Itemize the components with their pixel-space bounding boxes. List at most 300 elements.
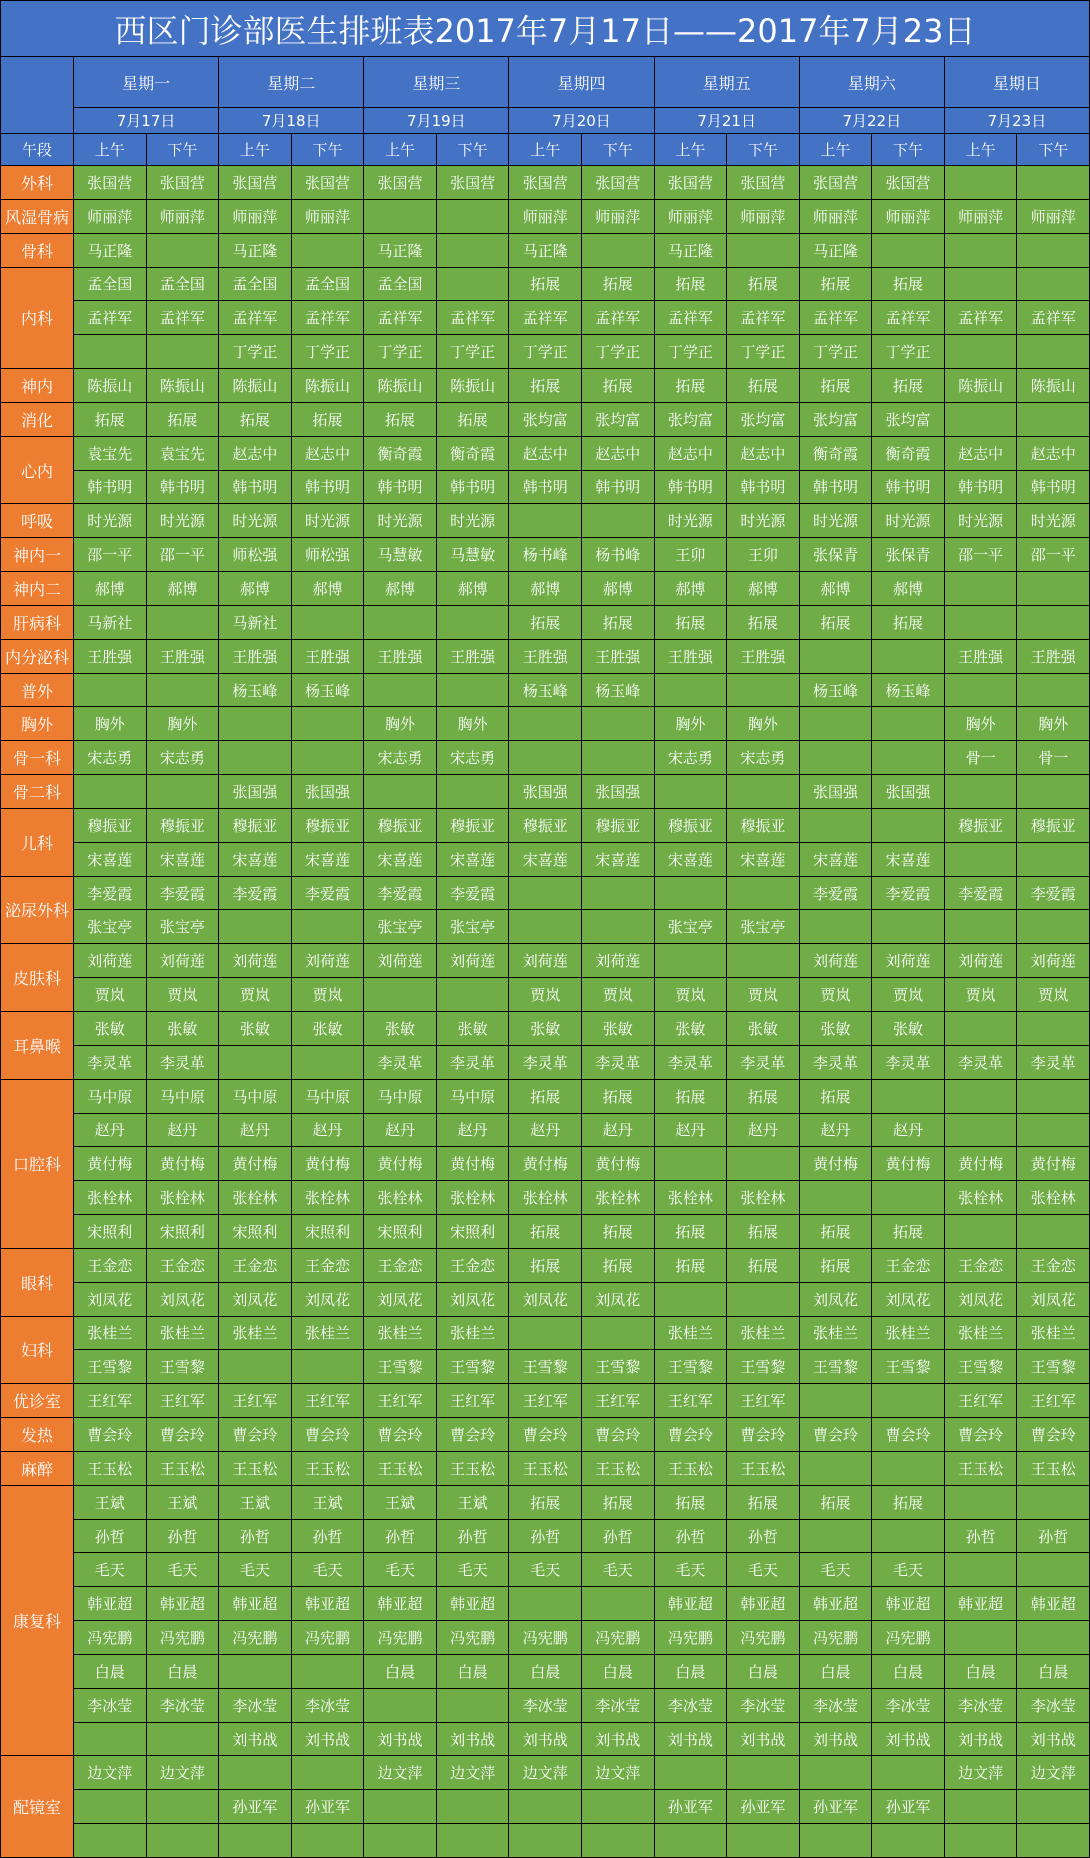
schedule-cell[interactable]: 杨玉峰 <box>872 674 945 708</box>
schedule-cell[interactable]: 曹会玲 <box>800 1418 873 1452</box>
schedule-cell[interactable]: 郝博 <box>364 572 437 606</box>
schedule-cell[interactable]: 王雪黎 <box>800 1350 873 1384</box>
schedule-cell[interactable]: 韩书明 <box>1017 471 1090 505</box>
schedule-cell[interactable]: 拓展 <box>727 268 800 302</box>
schedule-cell[interactable]: 张国营 <box>582 166 655 200</box>
schedule-cell[interactable]: 孙哲 <box>364 1520 437 1554</box>
schedule-cell[interactable] <box>655 877 728 911</box>
schedule-cell[interactable]: 韩亚超 <box>872 1587 945 1621</box>
schedule-cell[interactable] <box>509 877 582 911</box>
schedule-cell[interactable] <box>582 741 655 775</box>
schedule-cell[interactable]: 张敏 <box>437 1012 510 1046</box>
schedule-cell[interactable] <box>1017 674 1090 708</box>
schedule-cell[interactable]: 李爱霞 <box>945 877 1018 911</box>
schedule-cell[interactable] <box>872 1452 945 1486</box>
schedule-cell[interactable]: 胸外 <box>655 707 728 741</box>
schedule-cell[interactable]: 刘凤花 <box>74 1283 147 1317</box>
schedule-cell[interactable] <box>945 572 1018 606</box>
schedule-cell[interactable]: 张桂兰 <box>219 1317 292 1351</box>
schedule-cell[interactable]: 王金恋 <box>74 1249 147 1283</box>
schedule-cell[interactable]: 韩亚超 <box>655 1587 728 1621</box>
schedule-cell[interactable]: 冯宪鹏 <box>292 1621 365 1655</box>
schedule-cell[interactable]: 张国强 <box>219 775 292 809</box>
schedule-cell[interactable]: 马正隆 <box>219 234 292 268</box>
schedule-cell[interactable]: 孟祥军 <box>727 301 800 335</box>
schedule-cell[interactable]: 拓展 <box>800 1080 873 1114</box>
schedule-cell[interactable]: 孟祥军 <box>292 301 365 335</box>
schedule-cell[interactable]: 拓展 <box>509 268 582 302</box>
schedule-cell[interactable]: 李爱霞 <box>147 877 220 911</box>
schedule-cell[interactable] <box>727 1147 800 1181</box>
schedule-cell[interactable]: 袁宝先 <box>74 437 147 471</box>
schedule-cell[interactable] <box>872 1756 945 1790</box>
schedule-cell[interactable]: 丁学正 <box>219 335 292 369</box>
schedule-cell[interactable] <box>219 741 292 775</box>
schedule-cell[interactable]: 李灵革 <box>945 1046 1018 1080</box>
schedule-cell[interactable] <box>945 403 1018 437</box>
schedule-cell[interactable]: 王雪黎 <box>582 1350 655 1384</box>
schedule-cell[interactable] <box>582 504 655 538</box>
schedule-cell[interactable]: 拓展 <box>292 403 365 437</box>
schedule-cell[interactable]: 黄付梅 <box>147 1147 220 1181</box>
schedule-cell[interactable]: 孟全国 <box>219 268 292 302</box>
schedule-cell[interactable]: 王金恋 <box>219 1249 292 1283</box>
schedule-cell[interactable]: 赵志中 <box>509 437 582 471</box>
schedule-cell[interactable]: 赵丹 <box>509 1114 582 1148</box>
schedule-cell[interactable]: 刘凤花 <box>872 1283 945 1317</box>
schedule-cell[interactable] <box>437 1689 510 1723</box>
schedule-cell[interactable]: 王胜强 <box>945 640 1018 674</box>
schedule-cell[interactable]: 马正隆 <box>74 234 147 268</box>
schedule-cell[interactable]: 张国营 <box>292 166 365 200</box>
schedule-cell[interactable]: 拓展 <box>800 1215 873 1249</box>
schedule-cell[interactable]: 冯宪鹏 <box>437 1621 510 1655</box>
schedule-cell[interactable] <box>292 1350 365 1384</box>
schedule-cell[interactable] <box>1017 1621 1090 1655</box>
schedule-cell[interactable]: 赵志中 <box>1017 437 1090 471</box>
schedule-cell[interactable]: 曹会玲 <box>872 1418 945 1452</box>
schedule-cell[interactable] <box>292 910 365 944</box>
schedule-cell[interactable]: 张桂兰 <box>945 1317 1018 1351</box>
schedule-cell[interactable]: 张敏 <box>800 1012 873 1046</box>
schedule-cell[interactable]: 赵丹 <box>800 1114 873 1148</box>
schedule-cell[interactable]: 拓展 <box>655 606 728 640</box>
schedule-cell[interactable]: 张国营 <box>800 166 873 200</box>
schedule-cell[interactable]: 张保青 <box>800 538 873 572</box>
schedule-cell[interactable]: 刘书战 <box>219 1723 292 1757</box>
schedule-cell[interactable]: 丁学正 <box>655 335 728 369</box>
schedule-cell[interactable] <box>292 741 365 775</box>
schedule-cell[interactable]: 张国强 <box>509 775 582 809</box>
schedule-cell[interactable]: 王玉松 <box>582 1452 655 1486</box>
schedule-cell[interactable]: 白晨 <box>655 1655 728 1689</box>
schedule-cell[interactable] <box>292 1655 365 1689</box>
schedule-cell[interactable]: 王金恋 <box>1017 1249 1090 1283</box>
schedule-cell[interactable]: 李冰莹 <box>219 1689 292 1723</box>
schedule-cell[interactable]: 贾岚 <box>727 978 800 1012</box>
schedule-cell[interactable]: 马中原 <box>292 1080 365 1114</box>
schedule-cell[interactable] <box>147 335 220 369</box>
schedule-cell[interactable]: 郝博 <box>292 572 365 606</box>
schedule-cell[interactable] <box>945 1621 1018 1655</box>
schedule-cell[interactable]: 宋喜莲 <box>727 843 800 877</box>
schedule-cell[interactable] <box>1017 606 1090 640</box>
schedule-cell[interactable]: 拓展 <box>219 403 292 437</box>
schedule-cell[interactable]: 拓展 <box>364 403 437 437</box>
schedule-cell[interactable] <box>945 1824 1018 1858</box>
schedule-cell[interactable]: 赵丹 <box>727 1114 800 1148</box>
schedule-cell[interactable]: 刘书战 <box>364 1723 437 1757</box>
schedule-cell[interactable]: 韩书明 <box>945 471 1018 505</box>
schedule-cell[interactable]: 冯宪鹏 <box>364 1621 437 1655</box>
schedule-cell[interactable]: 白晨 <box>437 1655 510 1689</box>
schedule-cell[interactable] <box>509 741 582 775</box>
schedule-cell[interactable]: 毛天 <box>727 1553 800 1587</box>
schedule-cell[interactable]: 杨玉峰 <box>292 674 365 708</box>
schedule-cell[interactable]: 拓展 <box>727 1249 800 1283</box>
schedule-cell[interactable]: 孟祥军 <box>582 301 655 335</box>
schedule-cell[interactable] <box>364 1824 437 1858</box>
schedule-cell[interactable]: 邵一平 <box>1017 538 1090 572</box>
schedule-cell[interactable]: 王红军 <box>437 1384 510 1418</box>
schedule-cell[interactable]: 宋志勇 <box>437 741 510 775</box>
schedule-cell[interactable]: 韩书明 <box>219 471 292 505</box>
schedule-cell[interactable] <box>74 775 147 809</box>
schedule-cell[interactable]: 拓展 <box>872 606 945 640</box>
schedule-cell[interactable]: 张桂兰 <box>1017 1317 1090 1351</box>
schedule-cell[interactable]: 师丽萍 <box>582 200 655 234</box>
schedule-cell[interactable]: 张宝亭 <box>655 910 728 944</box>
schedule-cell[interactable]: 张国营 <box>727 166 800 200</box>
schedule-cell[interactable]: 张栓林 <box>582 1181 655 1215</box>
schedule-cell[interactable]: 郝博 <box>509 572 582 606</box>
schedule-cell[interactable]: 张栓林 <box>437 1181 510 1215</box>
schedule-cell[interactable]: 赵志中 <box>292 437 365 471</box>
schedule-cell[interactable]: 韩书明 <box>292 471 365 505</box>
schedule-cell[interactable] <box>582 1317 655 1351</box>
schedule-cell[interactable]: 王胜强 <box>655 640 728 674</box>
schedule-cell[interactable]: 拓展 <box>727 369 800 403</box>
schedule-cell[interactable]: 边文萍 <box>437 1756 510 1790</box>
schedule-cell[interactable]: 韩书明 <box>74 471 147 505</box>
schedule-cell[interactable] <box>582 234 655 268</box>
schedule-cell[interactable]: 陈振山 <box>945 369 1018 403</box>
schedule-cell[interactable]: 张均富 <box>509 403 582 437</box>
schedule-cell[interactable]: 张桂兰 <box>364 1317 437 1351</box>
schedule-cell[interactable]: 刘凤花 <box>219 1283 292 1317</box>
schedule-cell[interactable] <box>1017 268 1090 302</box>
schedule-cell[interactable]: 孟祥军 <box>945 301 1018 335</box>
schedule-cell[interactable]: 张国营 <box>655 166 728 200</box>
schedule-cell[interactable]: 郝博 <box>147 572 220 606</box>
schedule-cell[interactable]: 宋喜莲 <box>74 843 147 877</box>
schedule-cell[interactable]: 拓展 <box>582 1215 655 1249</box>
schedule-cell[interactable]: 郝博 <box>582 572 655 606</box>
schedule-cell[interactable]: 冯宪鹏 <box>582 1621 655 1655</box>
schedule-cell[interactable]: 王玉松 <box>655 1452 728 1486</box>
schedule-cell[interactable]: 孙哲 <box>219 1520 292 1554</box>
schedule-cell[interactable]: 韩亚超 <box>1017 1587 1090 1621</box>
schedule-cell[interactable]: 孟祥军 <box>74 301 147 335</box>
schedule-cell[interactable]: 张桂兰 <box>872 1317 945 1351</box>
schedule-cell[interactable] <box>655 674 728 708</box>
schedule-cell[interactable] <box>872 1181 945 1215</box>
schedule-cell[interactable]: 郝博 <box>800 572 873 606</box>
schedule-cell[interactable]: 宋喜莲 <box>364 843 437 877</box>
schedule-cell[interactable]: 衡奇霞 <box>872 437 945 471</box>
schedule-cell[interactable] <box>509 1824 582 1858</box>
schedule-cell[interactable] <box>292 1824 365 1858</box>
schedule-cell[interactable] <box>945 1012 1018 1046</box>
schedule-cell[interactable]: 韩亚超 <box>74 1587 147 1621</box>
schedule-cell[interactable]: 黄付梅 <box>437 1147 510 1181</box>
schedule-cell[interactable]: 时光源 <box>727 504 800 538</box>
schedule-cell[interactable]: 宋喜莲 <box>800 843 873 877</box>
schedule-cell[interactable]: 毛天 <box>74 1553 147 1587</box>
schedule-cell[interactable] <box>509 1790 582 1824</box>
schedule-cell[interactable]: 张敏 <box>727 1012 800 1046</box>
schedule-cell[interactable] <box>945 1080 1018 1114</box>
schedule-cell[interactable]: 王金恋 <box>437 1249 510 1283</box>
schedule-cell[interactable]: 马新社 <box>219 606 292 640</box>
schedule-cell[interactable]: 王红军 <box>292 1384 365 1418</box>
schedule-cell[interactable] <box>437 775 510 809</box>
schedule-cell[interactable]: 胸外 <box>74 707 147 741</box>
schedule-cell[interactable]: 邵一平 <box>945 538 1018 572</box>
schedule-cell[interactable]: 杨书峰 <box>582 538 655 572</box>
schedule-cell[interactable]: 穆振亚 <box>292 809 365 843</box>
schedule-cell[interactable]: 杨玉峰 <box>509 674 582 708</box>
schedule-cell[interactable]: 张敏 <box>582 1012 655 1046</box>
schedule-cell[interactable] <box>1017 1553 1090 1587</box>
schedule-cell[interactable]: 宋照利 <box>292 1215 365 1249</box>
schedule-cell[interactable]: 王红军 <box>219 1384 292 1418</box>
schedule-cell[interactable]: 孟祥军 <box>872 301 945 335</box>
schedule-cell[interactable]: 宋志勇 <box>364 741 437 775</box>
schedule-cell[interactable]: 刘凤花 <box>1017 1283 1090 1317</box>
schedule-cell[interactable]: 曹会玲 <box>292 1418 365 1452</box>
schedule-cell[interactable]: 李冰莹 <box>147 1689 220 1723</box>
schedule-cell[interactable]: 贾岚 <box>655 978 728 1012</box>
schedule-cell[interactable]: 马中原 <box>437 1080 510 1114</box>
schedule-cell[interactable]: 陈振山 <box>74 369 147 403</box>
schedule-cell[interactable]: 王雪黎 <box>655 1350 728 1384</box>
schedule-cell[interactable]: 宋喜莲 <box>655 843 728 877</box>
schedule-cell[interactable]: 贾岚 <box>1017 978 1090 1012</box>
schedule-cell[interactable]: 王金恋 <box>945 1249 1018 1283</box>
schedule-cell[interactable]: 衡奇霞 <box>364 437 437 471</box>
schedule-cell[interactable]: 王玉松 <box>727 1452 800 1486</box>
schedule-cell[interactable]: 刘书战 <box>727 1723 800 1757</box>
schedule-cell[interactable]: 冯宪鹏 <box>727 1621 800 1655</box>
schedule-cell[interactable]: 边文萍 <box>74 1756 147 1790</box>
schedule-cell[interactable] <box>292 1046 365 1080</box>
schedule-cell[interactable]: 王雪黎 <box>437 1350 510 1384</box>
schedule-cell[interactable]: 张桂兰 <box>800 1317 873 1351</box>
schedule-cell[interactable]: 拓展 <box>655 369 728 403</box>
schedule-cell[interactable] <box>364 775 437 809</box>
schedule-cell[interactable]: 穆振亚 <box>437 809 510 843</box>
schedule-cell[interactable] <box>945 775 1018 809</box>
schedule-cell[interactable] <box>945 234 1018 268</box>
schedule-cell[interactable] <box>872 640 945 674</box>
schedule-cell[interactable]: 王卯 <box>727 538 800 572</box>
schedule-cell[interactable]: 拓展 <box>872 369 945 403</box>
schedule-cell[interactable]: 孟祥军 <box>364 301 437 335</box>
schedule-cell[interactable] <box>800 640 873 674</box>
schedule-cell[interactable]: 冯宪鹏 <box>74 1621 147 1655</box>
schedule-cell[interactable]: 衡奇霞 <box>800 437 873 471</box>
schedule-cell[interactable]: 韩书明 <box>727 471 800 505</box>
schedule-cell[interactable]: 张栓林 <box>655 1181 728 1215</box>
schedule-cell[interactable]: 张均富 <box>800 403 873 437</box>
schedule-cell[interactable]: 张桂兰 <box>74 1317 147 1351</box>
schedule-cell[interactable]: 穆振亚 <box>74 809 147 843</box>
schedule-cell[interactable]: 王玉松 <box>437 1452 510 1486</box>
schedule-cell[interactable]: 贾岚 <box>509 978 582 1012</box>
schedule-cell[interactable] <box>727 1756 800 1790</box>
schedule-cell[interactable]: 师丽萍 <box>872 200 945 234</box>
schedule-cell[interactable] <box>655 1824 728 1858</box>
schedule-cell[interactable]: 刘荷莲 <box>800 944 873 978</box>
schedule-cell[interactable]: 王胜强 <box>509 640 582 674</box>
schedule-cell[interactable] <box>437 606 510 640</box>
schedule-cell[interactable]: 刘荷莲 <box>364 944 437 978</box>
schedule-cell[interactable]: 王红军 <box>727 1384 800 1418</box>
schedule-cell[interactable]: 毛天 <box>219 1553 292 1587</box>
schedule-cell[interactable]: 张敏 <box>872 1012 945 1046</box>
schedule-cell[interactable]: 张均富 <box>655 403 728 437</box>
schedule-cell[interactable] <box>872 707 945 741</box>
schedule-cell[interactable]: 马中原 <box>147 1080 220 1114</box>
schedule-cell[interactable]: 张栓林 <box>147 1181 220 1215</box>
schedule-cell[interactable]: 张桂兰 <box>437 1317 510 1351</box>
schedule-cell[interactable]: 宋喜莲 <box>147 843 220 877</box>
schedule-cell[interactable]: 拓展 <box>655 1080 728 1114</box>
schedule-cell[interactable]: 王金恋 <box>147 1249 220 1283</box>
schedule-cell[interactable]: 王斌 <box>364 1486 437 1520</box>
schedule-cell[interactable]: 赵丹 <box>219 1114 292 1148</box>
schedule-cell[interactable]: 邵一平 <box>74 538 147 572</box>
schedule-cell[interactable]: 曹会玲 <box>1017 1418 1090 1452</box>
schedule-cell[interactable]: 张桂兰 <box>727 1317 800 1351</box>
schedule-cell[interactable]: 曹会玲 <box>509 1418 582 1452</box>
schedule-cell[interactable]: 马正隆 <box>655 234 728 268</box>
schedule-cell[interactable]: 韩亚超 <box>147 1587 220 1621</box>
schedule-cell[interactable]: 刘书战 <box>582 1723 655 1757</box>
schedule-cell[interactable]: 王玉松 <box>1017 1452 1090 1486</box>
schedule-cell[interactable]: 贾岚 <box>292 978 365 1012</box>
schedule-cell[interactable]: 郝博 <box>727 572 800 606</box>
schedule-cell[interactable]: 刘书战 <box>800 1723 873 1757</box>
schedule-cell[interactable]: 毛天 <box>582 1553 655 1587</box>
schedule-cell[interactable] <box>800 809 873 843</box>
schedule-cell[interactable]: 王红军 <box>509 1384 582 1418</box>
schedule-cell[interactable] <box>219 1655 292 1689</box>
schedule-cell[interactable]: 孟全国 <box>74 268 147 302</box>
schedule-cell[interactable]: 张均富 <box>582 403 655 437</box>
schedule-cell[interactable] <box>509 910 582 944</box>
schedule-cell[interactable] <box>1017 1790 1090 1824</box>
schedule-cell[interactable]: 孙亚军 <box>655 1790 728 1824</box>
schedule-cell[interactable]: 张栓林 <box>74 1181 147 1215</box>
schedule-cell[interactable]: 刘凤花 <box>147 1283 220 1317</box>
schedule-cell[interactable]: 张敏 <box>147 1012 220 1046</box>
schedule-cell[interactable] <box>219 1046 292 1080</box>
schedule-cell[interactable]: 孟祥军 <box>437 301 510 335</box>
schedule-cell[interactable] <box>655 775 728 809</box>
schedule-cell[interactable]: 拓展 <box>74 403 147 437</box>
schedule-cell[interactable]: 王红军 <box>147 1384 220 1418</box>
schedule-cell[interactable]: 毛天 <box>147 1553 220 1587</box>
schedule-cell[interactable]: 李灵革 <box>1017 1046 1090 1080</box>
schedule-cell[interactable]: 师丽萍 <box>219 200 292 234</box>
schedule-cell[interactable]: 李爱霞 <box>437 877 510 911</box>
schedule-cell[interactable] <box>655 1283 728 1317</box>
schedule-cell[interactable] <box>945 166 1018 200</box>
schedule-cell[interactable] <box>219 1824 292 1858</box>
schedule-cell[interactable]: 孙亚军 <box>219 1790 292 1824</box>
schedule-cell[interactable]: 拓展 <box>509 606 582 640</box>
schedule-cell[interactable]: 宋照利 <box>219 1215 292 1249</box>
schedule-cell[interactable] <box>655 1756 728 1790</box>
schedule-cell[interactable] <box>800 1824 873 1858</box>
schedule-cell[interactable] <box>872 1824 945 1858</box>
schedule-cell[interactable] <box>437 1790 510 1824</box>
schedule-cell[interactable]: 孟祥军 <box>655 301 728 335</box>
schedule-cell[interactable]: 白晨 <box>582 1655 655 1689</box>
schedule-cell[interactable]: 张桂兰 <box>147 1317 220 1351</box>
schedule-cell[interactable]: 拓展 <box>872 1486 945 1520</box>
schedule-cell[interactable]: 师丽萍 <box>509 200 582 234</box>
schedule-cell[interactable]: 师松强 <box>292 538 365 572</box>
schedule-cell[interactable]: 白晨 <box>800 1655 873 1689</box>
schedule-cell[interactable] <box>655 944 728 978</box>
schedule-cell[interactable] <box>582 877 655 911</box>
schedule-cell[interactable]: 刘书战 <box>872 1723 945 1757</box>
schedule-cell[interactable]: 张敏 <box>364 1012 437 1046</box>
schedule-cell[interactable] <box>655 1147 728 1181</box>
schedule-cell[interactable]: 韩书明 <box>582 471 655 505</box>
schedule-cell[interactable]: 李灵革 <box>872 1046 945 1080</box>
schedule-cell[interactable]: 张国营 <box>219 166 292 200</box>
schedule-cell[interactable]: 王玉松 <box>509 1452 582 1486</box>
schedule-cell[interactable] <box>727 674 800 708</box>
schedule-cell[interactable]: 孙亚军 <box>292 1790 365 1824</box>
schedule-cell[interactable]: 宋志勇 <box>147 741 220 775</box>
schedule-cell[interactable]: 时光源 <box>147 504 220 538</box>
schedule-cell[interactable]: 张国营 <box>364 166 437 200</box>
schedule-cell[interactable]: 刘荷莲 <box>437 944 510 978</box>
schedule-cell[interactable]: 边文萍 <box>1017 1756 1090 1790</box>
schedule-cell[interactable]: 丁学正 <box>800 335 873 369</box>
schedule-cell[interactable]: 时光源 <box>74 504 147 538</box>
schedule-cell[interactable]: 冯宪鹏 <box>872 1621 945 1655</box>
schedule-cell[interactable]: 张宝亭 <box>147 910 220 944</box>
schedule-cell[interactable]: 冯宪鹏 <box>509 1621 582 1655</box>
schedule-cell[interactable] <box>509 504 582 538</box>
schedule-cell[interactable]: 白晨 <box>945 1655 1018 1689</box>
schedule-cell[interactable]: 师丽萍 <box>292 200 365 234</box>
schedule-cell[interactable] <box>945 1486 1018 1520</box>
schedule-cell[interactable]: 刘凤花 <box>437 1283 510 1317</box>
schedule-cell[interactable]: 马中原 <box>219 1080 292 1114</box>
schedule-cell[interactable]: 孙哲 <box>582 1520 655 1554</box>
schedule-cell[interactable] <box>800 1756 873 1790</box>
schedule-cell[interactable]: 王雪黎 <box>509 1350 582 1384</box>
schedule-cell[interactable]: 张均富 <box>727 403 800 437</box>
schedule-cell[interactable]: 杨玉峰 <box>219 674 292 708</box>
